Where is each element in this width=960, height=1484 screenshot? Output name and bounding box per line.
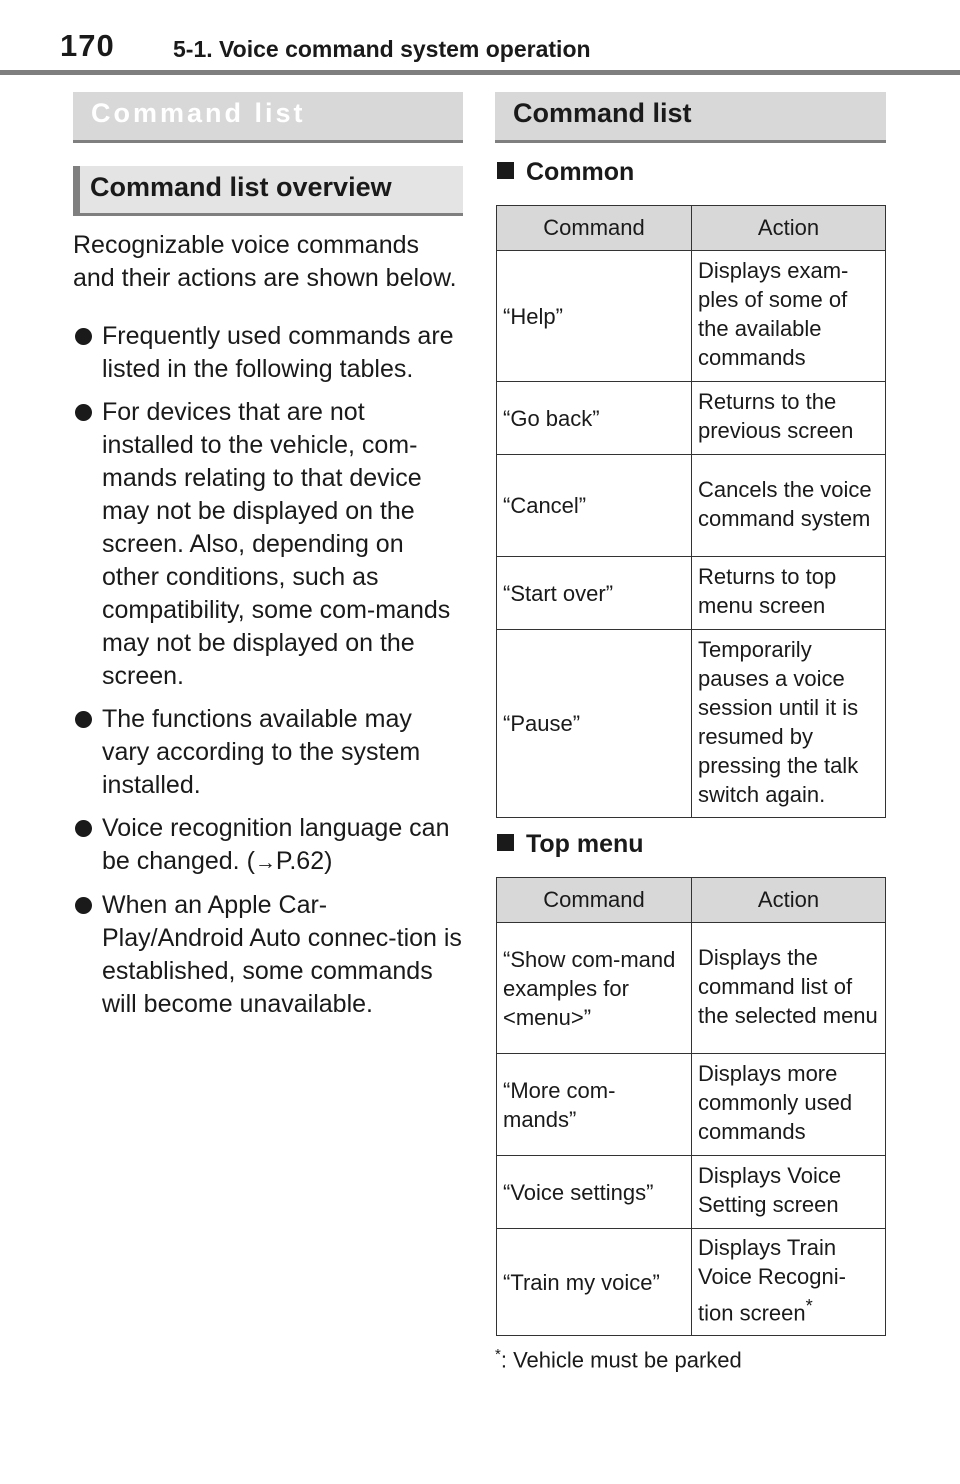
common-heading-text: Common [526, 158, 635, 186]
common-command-table [496, 205, 886, 818]
command-column-header: Command [497, 206, 692, 251]
page-reference-link[interactable]: P.62) [275, 847, 333, 875]
action-text: Displays Train Voice Recogni-tion screen [698, 1234, 846, 1326]
section-heading: Command list [91, 98, 306, 128]
bullet-icon [75, 897, 92, 914]
table-header-row [497, 206, 886, 251]
bullet-text: When an Apple Car-Play/Android Auto connec-tion is established, some commands will become unavailable. [102, 891, 462, 1018]
command-cell: “Help” [497, 251, 692, 382]
command-list-heading-box [495, 92, 886, 143]
bullet-item [73, 703, 463, 802]
bullet-icon [75, 711, 92, 728]
command-cell: “Voice settings” [497, 1156, 692, 1229]
command-cell: “Pause” [497, 630, 692, 818]
table-row [497, 557, 886, 630]
action-cell: Temporarily pauses a voice session until it is resumed by pressing the talk switch again. [692, 630, 886, 818]
action-column-header: Action [692, 878, 886, 923]
action-cell: Displays the command list of the selected menu [692, 923, 886, 1054]
action-cell [692, 1229, 886, 1336]
square-bullet-icon [497, 834, 514, 851]
command-cell: “Start over” [497, 557, 692, 630]
table-row [497, 1229, 886, 1336]
top-menu-command-table [496, 877, 886, 1336]
bullet-item [73, 889, 463, 1021]
bullet-icon [75, 328, 92, 345]
action-cell: Displays more commonly used commands [692, 1054, 886, 1156]
action-cell: Cancels the voice command system [692, 455, 886, 557]
page-header [0, 0, 960, 78]
bullet-text: For devices that are not installed to the vehicle, com-mands relating to that device may not be displayed on the screen. Also, depending on other conditions, such as compatibility, some com-mands may not be displayed on the screen. [102, 398, 451, 690]
subsection-heading: Command list overview [90, 172, 392, 202]
footnote-mark: * [495, 1346, 501, 1363]
footnote-mark: * [805, 1294, 813, 1316]
overview-bullet-list [73, 320, 463, 1021]
bullet-item [73, 812, 463, 879]
footnote-text: : Vehicle must be parked [500, 1347, 742, 1373]
table-row [497, 630, 886, 818]
section-heading-box [73, 92, 463, 143]
bullet-item [73, 320, 463, 386]
bullet-icon [75, 404, 92, 421]
command-cell: “More com-mands” [497, 1054, 692, 1156]
footnote [495, 1346, 886, 1373]
table-row [497, 1156, 886, 1229]
command-column-header: Command [497, 878, 692, 923]
action-cell: Displays Voice Setting screen [692, 1156, 886, 1229]
action-column-header: Action [692, 206, 886, 251]
bullet-icon [75, 820, 92, 837]
bullet-text: The functions available may vary according to the system installed. [102, 705, 421, 799]
action-cell: Returns to top menu screen [692, 557, 886, 630]
command-cell: “Cancel” [497, 455, 692, 557]
table-row [497, 1054, 886, 1156]
header-rule [0, 70, 960, 75]
action-cell: Displays exam-ples of some of the available commands [692, 251, 886, 382]
command-cell: “Show com-mand examples for <menu>” [497, 923, 692, 1054]
arrow-right-icon: → [254, 851, 276, 874]
common-heading [495, 156, 886, 189]
bullet-item [73, 396, 463, 693]
bullet-text: Frequently used commands are listed in the following tables. [102, 322, 454, 383]
intro-paragraph: Recognizable voice commands and their actions are shown below. [73, 231, 457, 292]
table-row [497, 251, 886, 382]
table-header-row [497, 878, 886, 923]
action-cell: Returns to the previous screen [692, 382, 886, 455]
table-row [497, 455, 886, 557]
top-menu-heading-text: Top menu [526, 830, 644, 858]
table-row [497, 923, 886, 1054]
section-title: 5-1. Voice command system operation [173, 36, 591, 62]
square-bullet-icon [497, 162, 514, 179]
command-list-heading: Command list [513, 98, 692, 128]
bullet-text: Voice recognition language can be changed. ( [102, 814, 450, 875]
page-number: 170 [60, 28, 115, 63]
subsection-heading-box [73, 166, 463, 216]
right-column [495, 92, 886, 1373]
command-cell: “Go back” [497, 382, 692, 455]
top-menu-heading [495, 828, 886, 861]
left-column [73, 92, 463, 1031]
table-row [497, 382, 886, 455]
command-cell: “Train my voice” [497, 1229, 692, 1336]
